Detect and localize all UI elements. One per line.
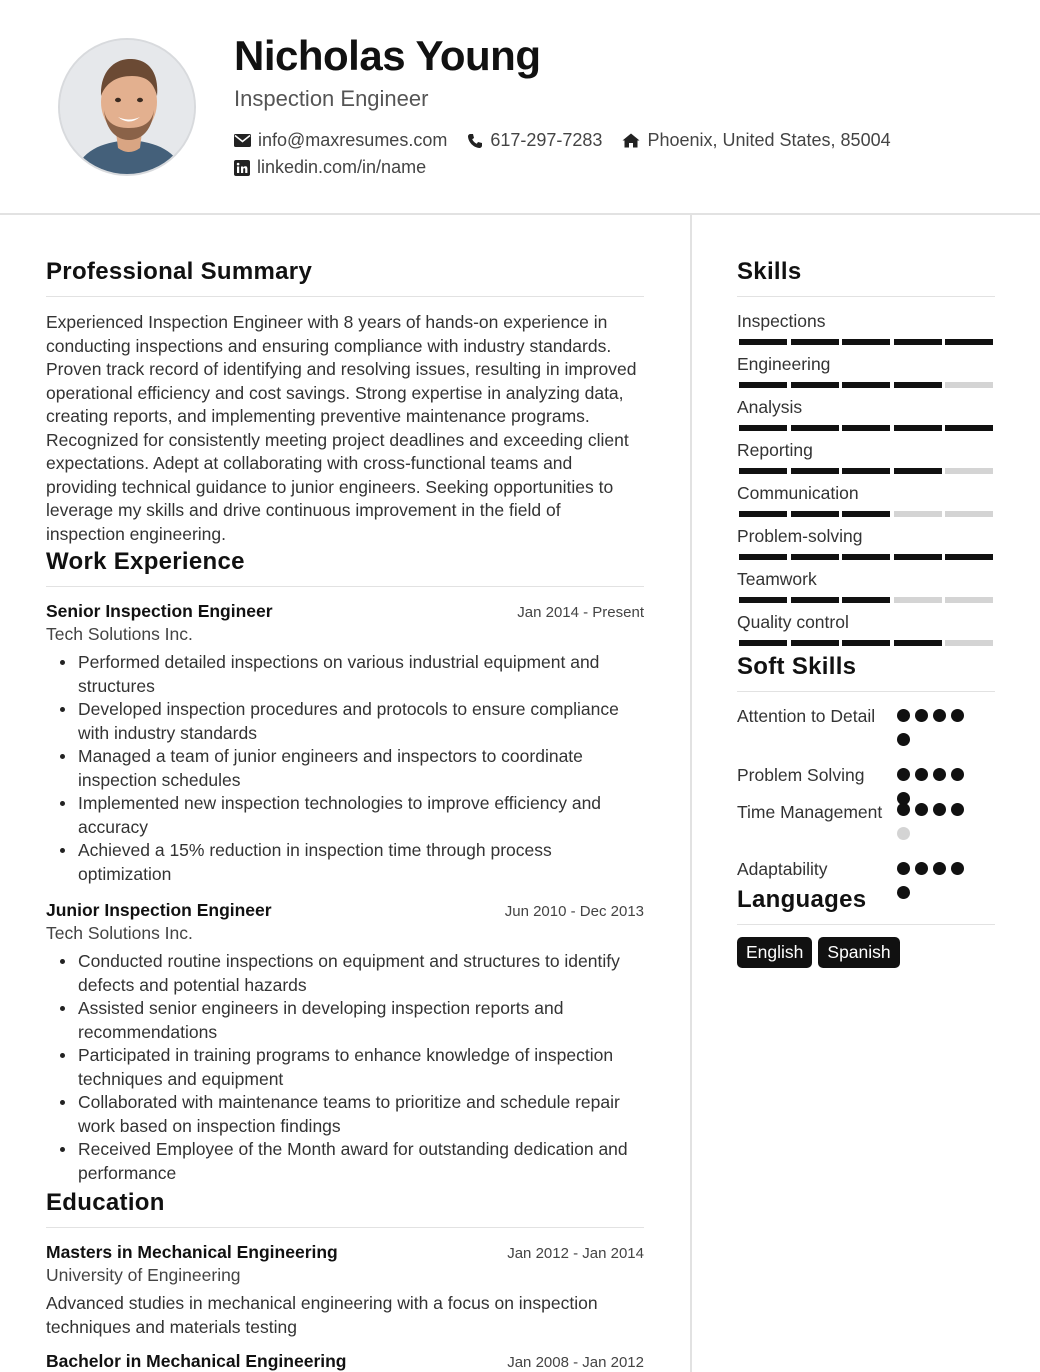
soft-skill-dot — [915, 862, 928, 875]
soft-skill-item — [737, 704, 995, 757]
summary-text: Experienced Inspection Engineer with 8 years of hands-on experience in conducting inspections and ensuring compliance with industry standards. Proven track record of identifying and resolving issues, resulting in improved operational efficiency and cost savings. Strong expertise in analyzing data, creating reports, and implementing preventive maintenance programs. Recognized for consistently meeting project deadlines and exceeding client expectations. Adept at collaborating with cross-functional teams and providing technical guidance to junior engineers. Seeking opportunities to leverage my skills and drive continuous improvement in the field of inspection engineering. — [46, 312, 637, 544]
soft-skill-dot — [897, 886, 910, 899]
education-date: Jan 2008 - Jan 2012 — [507, 1354, 644, 1371]
phone-text: 617-297-7283 — [490, 130, 603, 150]
soft-skill-dot — [933, 709, 946, 722]
skill-level-segment — [791, 468, 839, 474]
list-item: Performed detailed inspections on various industrial equipment and structures — [46, 651, 644, 698]
skill-item — [737, 397, 995, 426]
degree-title: Masters in Mechanical Engineering — [46, 1242, 338, 1262]
soft-skill-dot — [951, 803, 964, 816]
skill-level-segment — [791, 339, 839, 345]
soft-skill-dot — [933, 862, 946, 875]
soft-skill-dot — [897, 768, 910, 781]
skill-level-segment — [842, 382, 890, 388]
skill-level-segment — [791, 425, 839, 431]
column-divider — [690, 215, 692, 1372]
skill-item — [737, 354, 995, 383]
skill-level-segment — [894, 554, 942, 560]
skill-level-segment — [842, 339, 890, 345]
skill-level-segment — [739, 468, 787, 474]
email-text: info@maxresumes.com — [258, 130, 448, 150]
main-column — [46, 258, 644, 1372]
job-bullets — [46, 950, 644, 1185]
skill-level-segment — [894, 597, 942, 603]
skill-level-segment — [739, 597, 787, 603]
skill-level-segment — [894, 382, 942, 388]
languages-list — [737, 937, 995, 968]
job-entry — [46, 601, 644, 886]
skills-heading: Skills — [737, 258, 995, 297]
skill-item — [737, 440, 995, 469]
soft-skill-dot — [897, 827, 910, 840]
skill-name: Analysis — [737, 397, 803, 417]
skill-level-segment — [739, 382, 787, 388]
list-item: Implemented new inspection technologies to improve efficiency and accuracy — [46, 792, 644, 839]
soft-skill-item — [737, 798, 995, 851]
education-entry — [46, 1242, 644, 1339]
contact-location — [622, 130, 890, 151]
skill-level-segment — [791, 554, 839, 560]
skill-level-bars — [739, 425, 997, 431]
job-title: Junior Inspection Engineer — [46, 900, 272, 920]
soft-skill-dot — [897, 733, 910, 746]
list-item: Received Employee of the Month award for outstanding dedication and performance — [46, 1138, 644, 1185]
contact-email[interactable] — [234, 130, 447, 151]
skill-level-bars — [739, 554, 997, 560]
soft-skill-item — [737, 857, 995, 910]
soft-skill-dot — [915, 803, 928, 816]
soft-skill-name: Problem Solving — [737, 765, 865, 785]
soft-skill-dot — [897, 862, 910, 875]
soft-skills-list — [737, 704, 995, 910]
soft-skills-heading: Soft Skills — [737, 653, 995, 692]
skill-level-segment — [791, 640, 839, 646]
skill-level-segment — [945, 597, 993, 603]
job-company: Tech Solutions Inc. — [46, 624, 193, 644]
skill-level-segment — [842, 554, 890, 560]
contact-row-2 — [234, 157, 446, 178]
soft-skill-name: Attention to Detail — [737, 706, 876, 726]
soft-skill-dot — [933, 768, 946, 781]
skill-item — [737, 612, 995, 641]
skill-level-segment — [945, 640, 993, 646]
job-date: Jan 2014 - Present — [517, 604, 644, 621]
sidebar-column — [737, 258, 995, 968]
language-badge: Spanish — [818, 937, 899, 968]
skill-level-segment — [842, 597, 890, 603]
contact-phone[interactable] — [467, 130, 602, 151]
skill-name: Engineering — [737, 354, 831, 374]
contact-linkedin[interactable] — [234, 157, 426, 178]
soft-skill-dots — [897, 798, 975, 851]
person-portrait-icon — [60, 40, 196, 176]
skill-level-bars — [739, 339, 997, 345]
skill-name: Inspections — [737, 311, 826, 331]
skill-level-segment — [945, 382, 993, 388]
skill-level-segment — [894, 468, 942, 474]
experience-heading: Work Experience — [46, 548, 644, 587]
job-title: Senior Inspection Engineer — [46, 601, 273, 621]
resume-header — [0, 0, 1040, 215]
skill-level-segment — [842, 511, 890, 517]
skill-name: Problem-solving — [737, 526, 863, 546]
list-item: Assisted senior engineers in developing inspection reports and recommendations — [46, 997, 644, 1044]
skill-name: Quality control — [737, 612, 849, 632]
education-date: Jan 2012 - Jan 2014 — [507, 1245, 644, 1262]
skill-name: Teamwork — [737, 569, 817, 589]
soft-skill-name: Time Management — [737, 802, 883, 822]
skill-level-segment — [894, 339, 942, 345]
skill-level-segment — [945, 425, 993, 431]
education-entry — [46, 1351, 644, 1372]
soft-skill-dot — [951, 709, 964, 722]
soft-skill-dot — [915, 709, 928, 722]
avatar — [58, 38, 196, 176]
skill-level-segment — [945, 468, 993, 474]
phone-icon — [467, 133, 483, 149]
education-heading: Education — [46, 1189, 644, 1228]
skill-level-segment — [739, 339, 787, 345]
skill-level-segment — [739, 511, 787, 517]
skill-level-bars — [739, 468, 997, 474]
linkedin-icon — [234, 160, 250, 176]
skill-level-segment — [842, 468, 890, 474]
home-icon — [622, 133, 640, 148]
degree-title: Bachelor in Mechanical Engineering — [46, 1351, 347, 1371]
education-description: Advanced studies in mechanical engineering with a focus on inspection techniques and materials testing — [46, 1293, 598, 1337]
list-item: Developed inspection procedures and protocols to ensure compliance with industry standards — [46, 698, 644, 745]
list-item: Managed a team of junior engineers and inspectors to coordinate inspection schedules — [46, 745, 644, 792]
languages-heading: Languages — [737, 886, 995, 925]
skill-level-segment — [739, 554, 787, 560]
skill-level-segment — [842, 425, 890, 431]
job-entry — [46, 900, 644, 1185]
soft-skill-dot — [897, 709, 910, 722]
skill-level-segment — [739, 640, 787, 646]
skill-level-bars — [739, 382, 997, 388]
skill-level-segment — [945, 339, 993, 345]
summary-heading: Professional Summary — [46, 258, 644, 297]
skill-level-segment — [791, 597, 839, 603]
school-name: University of Engineering — [46, 1265, 241, 1285]
skill-level-segment — [894, 425, 942, 431]
list-item: Participated in training programs to enhance knowledge of inspection techniques and equipment — [46, 1044, 644, 1091]
skill-item — [737, 483, 995, 512]
location-text: Phoenix, United States, 85004 — [647, 130, 891, 150]
skills-list — [737, 311, 995, 641]
soft-skill-dot — [951, 862, 964, 875]
skill-item — [737, 311, 995, 340]
skill-level-segment — [739, 425, 787, 431]
skill-item — [737, 526, 995, 555]
soft-skill-dot — [951, 768, 964, 781]
job-bullets — [46, 651, 644, 886]
soft-skill-dot — [933, 803, 946, 816]
soft-skill-dots — [897, 704, 975, 757]
soft-skill-dot — [915, 768, 928, 781]
envelope-icon — [234, 134, 251, 147]
skill-item — [737, 569, 995, 598]
language-badge: English — [737, 937, 812, 968]
skill-level-bars — [739, 511, 997, 517]
skill-level-segment — [894, 511, 942, 517]
skill-name: Reporting — [737, 440, 813, 460]
candidate-role: Inspection Engineer — [234, 86, 429, 111]
skill-level-bars — [739, 597, 997, 603]
list-item: Collaborated with maintenance teams to prioritize and schedule repair work based on inspection findings — [46, 1091, 644, 1138]
skill-level-bars — [739, 640, 997, 646]
linkedin-text: linkedin.com/in/name — [257, 157, 427, 177]
contact-row — [234, 130, 911, 151]
soft-skill-dot — [897, 803, 910, 816]
skill-level-segment — [945, 511, 993, 517]
candidate-name: Nicholas Young — [234, 32, 541, 79]
skill-level-segment — [791, 382, 839, 388]
skill-level-segment — [791, 511, 839, 517]
skill-level-segment — [945, 554, 993, 560]
skill-level-segment — [842, 640, 890, 646]
list-item: Conducted routine inspections on equipment and structures to identify defects and potential hazards — [46, 950, 644, 997]
job-company: Tech Solutions Inc. — [46, 923, 193, 943]
soft-skill-dots — [897, 857, 975, 910]
list-item: Achieved a 15% reduction in inspection time through process optimization — [46, 839, 644, 886]
skill-name: Communication — [737, 483, 859, 503]
skill-level-segment — [894, 640, 942, 646]
job-date: Jun 2010 - Dec 2013 — [504, 903, 644, 920]
soft-skill-name: Adaptability — [737, 859, 828, 879]
